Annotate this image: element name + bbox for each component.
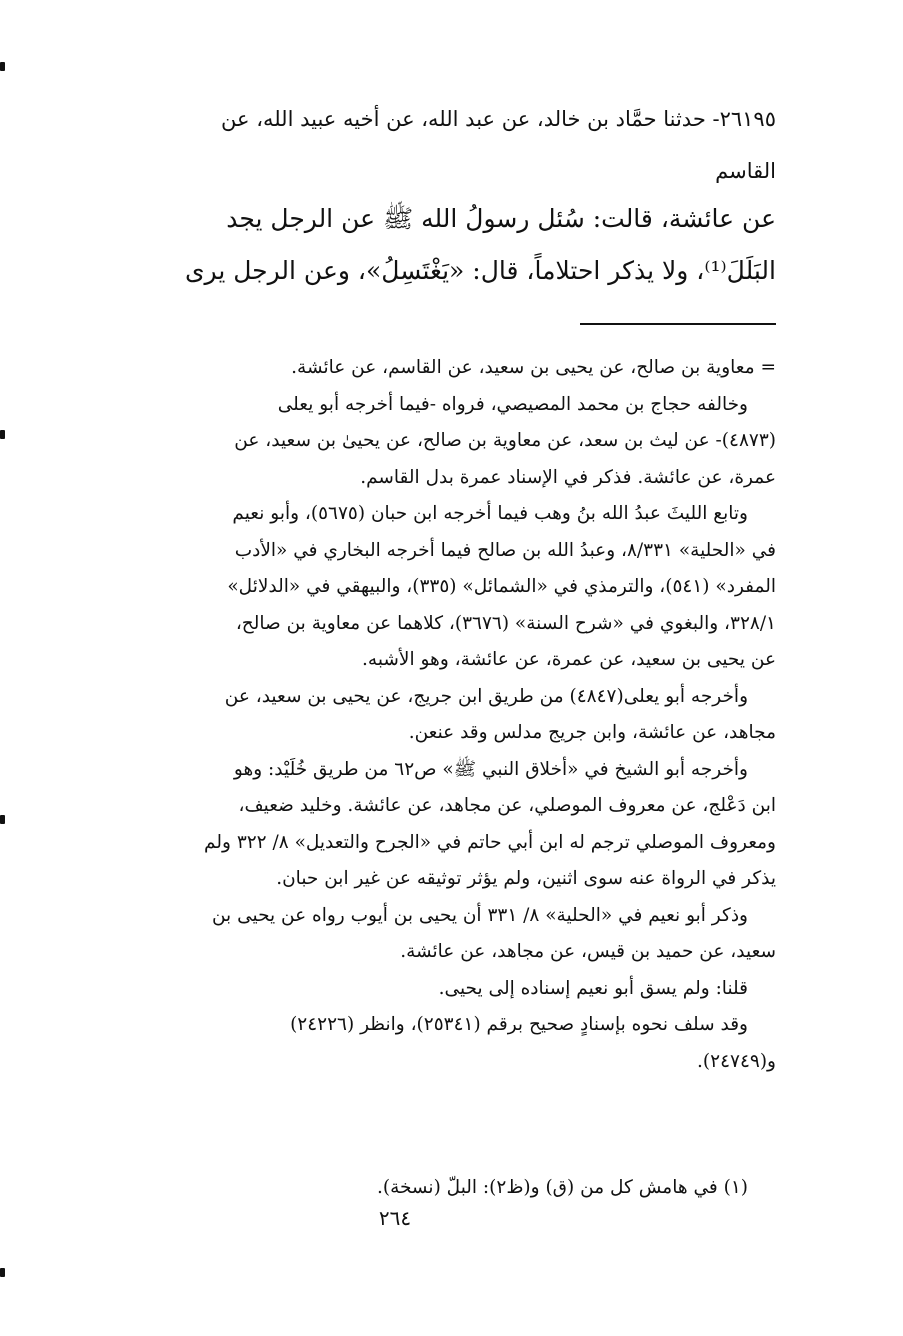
note-line: وتابع الليثَ عبدُ الله بنُ وهب فيما أخرجه ابن حبان (٥٦٧٥)، وأبو نعيم xyxy=(232,503,748,524)
note-line: (٤٨٧٣)- عن ليث بن سعد، عن معاوية بن صالح، عن يحيىٰ بن سعيد، عن xyxy=(234,430,776,451)
hadith-heading xyxy=(78,93,776,197)
note-line: قلنا: ولم يسق أبو نعيم إسناده إلى يحيى. xyxy=(438,977,748,999)
scan-edge-mark xyxy=(0,430,5,439)
note-line: ومعروف الموصلي ترجم له ابن أبي حاتم في «الجرح والتعديل» ٨/ ٣٢٢ ولم xyxy=(204,831,776,853)
note-line: عمرة، عن عائشة. فذكر في الإسناد عمرة بدل القاسم. xyxy=(360,466,776,488)
scan-edge-mark xyxy=(0,62,5,71)
heading-line-1: ٢٦١٩٥- حدثنا حمَّاد بن خالد، عن عبد الله، عن أخيه عبيد الله، عن xyxy=(221,107,776,131)
note-line: في «الحلية» ٨/٣٣١، وعبدُ الله بن صالح فيما أخرجه البخاري في «الأدب xyxy=(234,539,776,561)
commentary xyxy=(78,350,776,1080)
note-line: مجاهد، عن عائشة، وابن جريج مدلس وقد عنعن. xyxy=(408,722,776,743)
note-line: ابن دَعْلج، عن معروف الموصلي، عن مجاهد، عن عائشة. وخليد ضعيف، xyxy=(238,795,776,816)
note-line: المفرد» (٥٤١)، والترمذي في «الشمائل» (٣٣٥)، والبيهقي في «الدلائل» xyxy=(227,576,776,597)
scan-edge-mark xyxy=(0,815,5,824)
note-line: ٣٢٨/١، والبغوي في «شرح السنة» (٣٦٧٦)، كلاهما عن معاوية بن صالح، xyxy=(235,612,776,634)
footnote-separator xyxy=(580,323,776,325)
page-number: ٢٦٤ xyxy=(378,1206,412,1230)
note-line: يذكر في الرواة عنه سوى اثنين، ولم يؤثر توثيقه عن غير ابن حبان. xyxy=(276,868,776,889)
hadith-text xyxy=(78,193,776,297)
note-line: وأخرجه أبو يعلى(٤٨٤٧) من طريق ابن جريج، عن يحيى بن سعيد، عن xyxy=(224,685,748,707)
note-line: عن يحيى بن سعيد، عن عمرة، عن عائشة، وهو الأشبه. xyxy=(362,649,776,670)
matn-line-1: عن عائشة، قالت: سُئل رسولُ الله ﷺ عن الرجل يجد xyxy=(226,204,776,233)
note-line: وقد سلف نحوه بإسنادٍ صحيح برقم (٢٥٣٤١)، وانظر (٢٤٢٢٦) xyxy=(290,1014,748,1035)
scan-edge-mark xyxy=(0,1268,5,1277)
footnote xyxy=(78,1170,776,1206)
footnote-text: (١) في هامش كل من (ق) و(ظ٢): البلّ (نسخة). xyxy=(376,1177,748,1198)
note-line: سعيد، عن حميد بن قيس، عن مجاهد، عن عائشة. xyxy=(400,941,776,962)
note-line: = معاوية بن صالح، عن يحيى بن سعيد، عن القاسم، عن عائشة. xyxy=(291,357,776,378)
note-line: وخالفه حجاج بن محمد المصيصي، فرواه -فيما أخرجه أبو يعلى xyxy=(277,393,748,415)
matn-line-2: البَلَلَ⁽¹⁾، ولا يذكر احتلاماً، قال: «يَغْتَسِلُ»، وعن الرجل يرى xyxy=(184,256,776,285)
heading-line-2: القاسم xyxy=(715,159,776,183)
note-line: وأخرجه أبو الشيخ في «أخلاق النبي ﷺ» ص٦٢ من طريق خُلَيْد: وهو xyxy=(233,758,748,780)
note-line: و(٢٤٧٤٩). xyxy=(697,1050,776,1072)
note-line: وذكر أبو نعيم في «الحلية» ٨/ ٣٣١ أن يحيى بن أيوب رواه عن يحيى بن xyxy=(211,904,748,926)
